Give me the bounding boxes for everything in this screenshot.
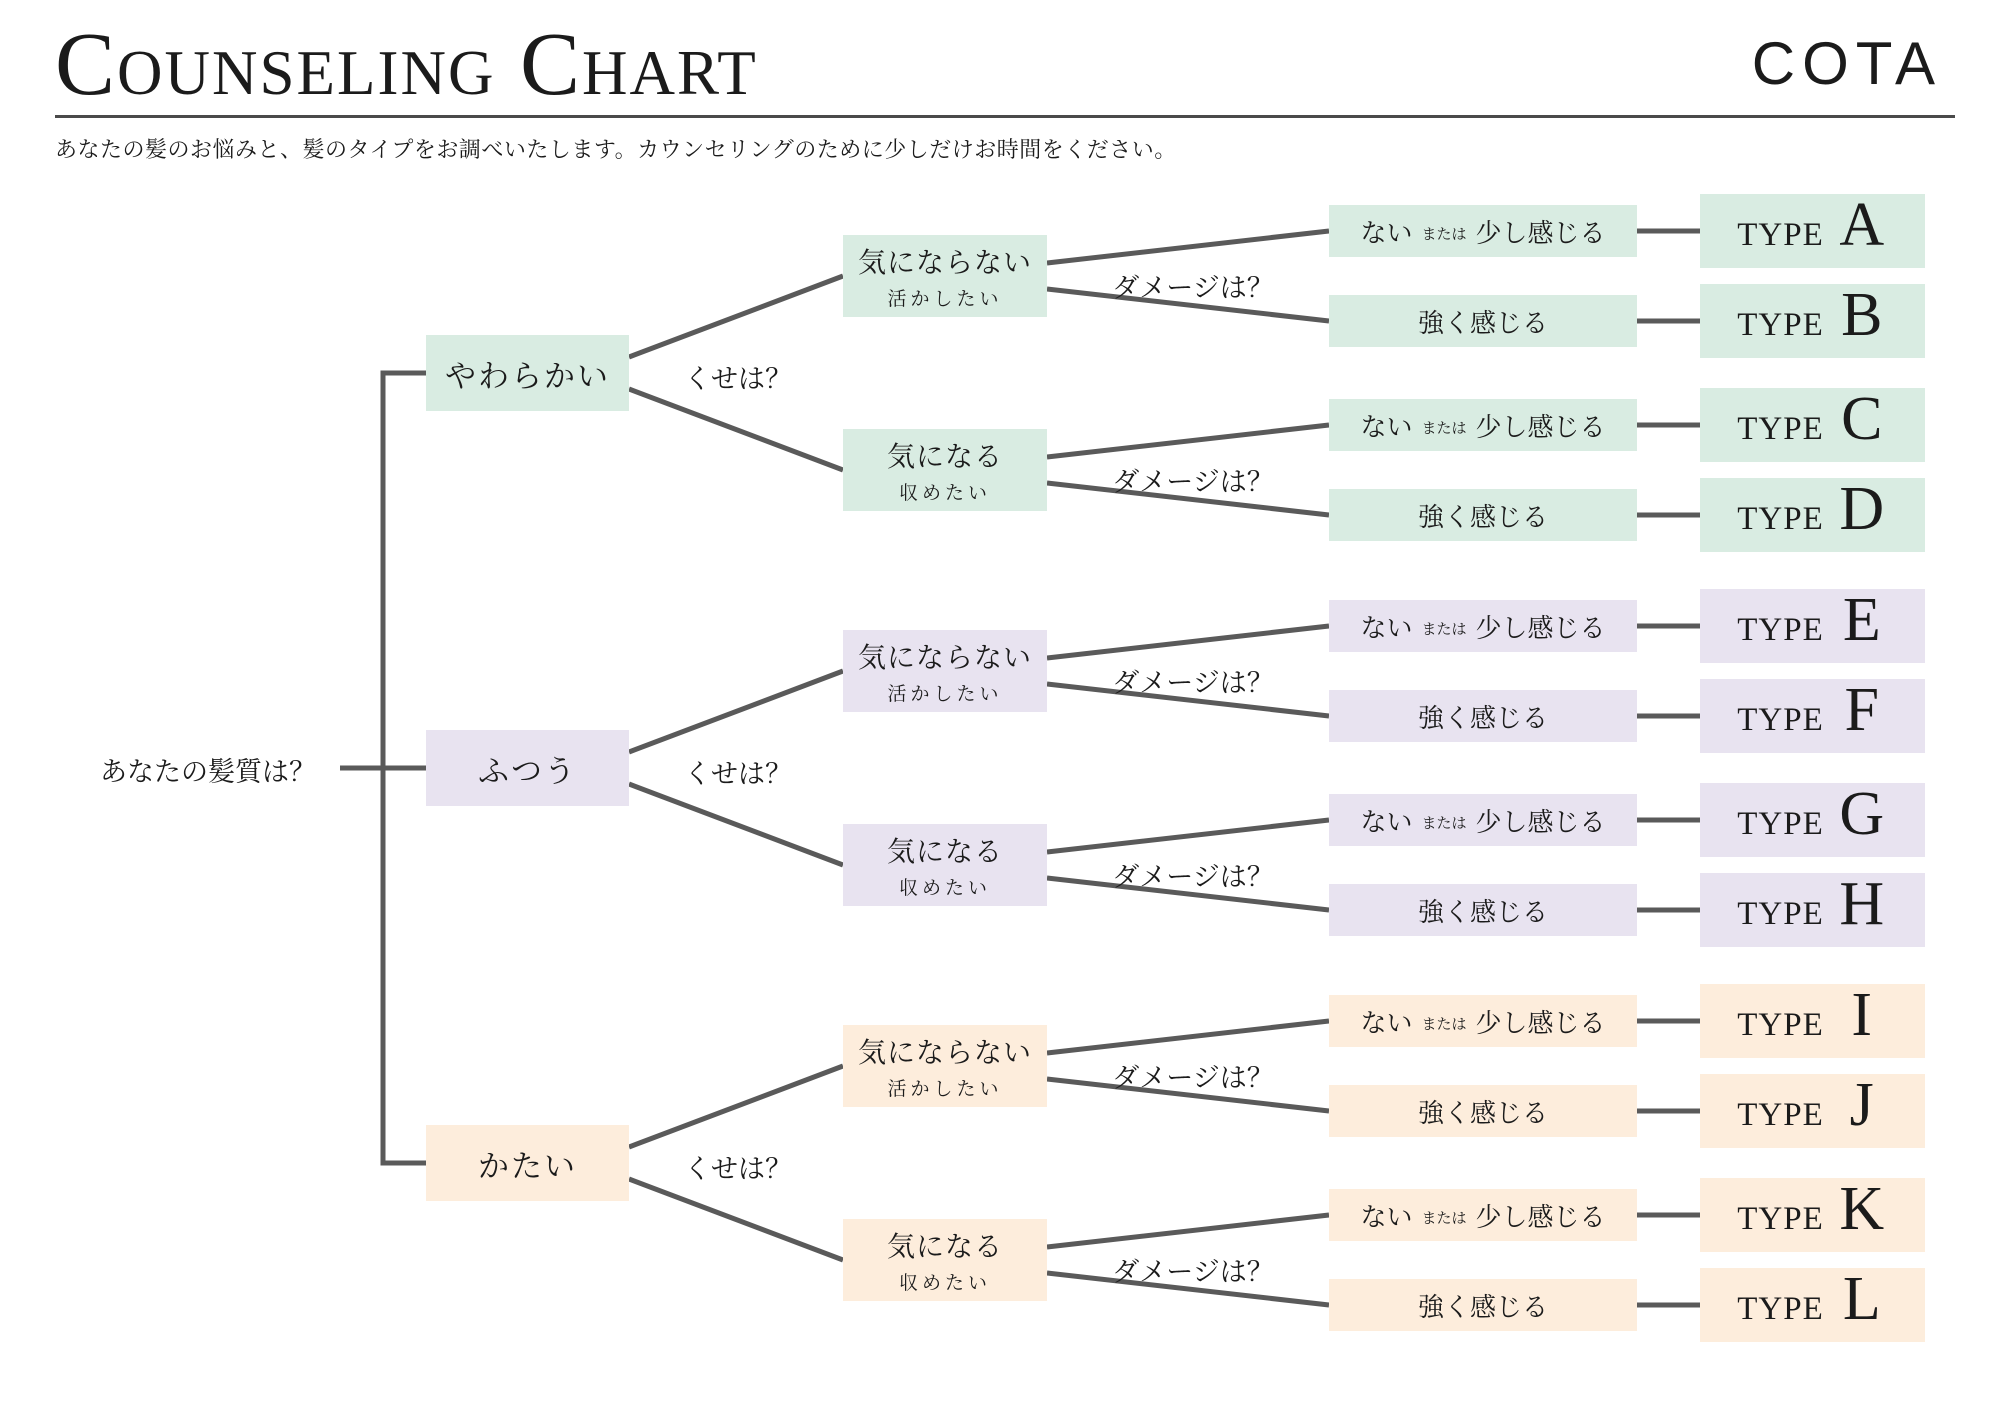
damage-none-tail: 少し感じる — [1475, 1008, 1606, 1038]
damage-none-tail: 少し感じる — [1475, 218, 1606, 248]
damage-question-label: ダメージは？ — [1112, 467, 1274, 497]
type-word: TYPE — [1737, 307, 1824, 343]
damage-none-text: ない — [1360, 412, 1413, 442]
type-result-d — [1700, 475, 1925, 552]
hair-type-hard-node — [426, 1125, 629, 1201]
damage-question-label: ダメージは？ — [1112, 1063, 1274, 1093]
damage-none-tail: 少し感じる — [1475, 412, 1606, 442]
curl-option-hard-notmind — [843, 1025, 1047, 1107]
damage-option-strong-h — [1329, 884, 1637, 936]
type-result-h — [1700, 870, 1925, 947]
damage-option-strong-l — [1329, 1279, 1637, 1331]
curl-option-normal-mind — [843, 824, 1047, 906]
type-letter: A — [1839, 191, 1885, 259]
damage-option-none-e — [1329, 600, 1637, 652]
type-word: TYPE — [1737, 1291, 1824, 1327]
connector-root-trunk — [340, 373, 426, 1163]
hair-type-normal-label: ふつう — [478, 753, 577, 789]
brand-logo: COTA — [1751, 30, 1942, 97]
page-subtitle: あなたの髪のお悩みと、髪のタイプをお調べいたします。カウンセリングのために少しだけお時間をください。 — [55, 137, 1177, 162]
curl-option-soft-mind — [843, 429, 1047, 511]
curl-option-main: 気にならない — [857, 643, 1032, 674]
type-letter: K — [1839, 1175, 1885, 1243]
type-word: TYPE — [1737, 1007, 1824, 1043]
curl-option-sub: 収めたい — [898, 878, 991, 899]
damage-question-label: ダメージは？ — [1112, 862, 1274, 892]
curl-option-main: 気になる — [886, 442, 1003, 473]
curl-option-sub: 活かしたい — [887, 289, 1003, 310]
curl-option-soft-notmind — [843, 235, 1047, 317]
hair-type-hard-label: かたい — [478, 1148, 577, 1184]
damage-strong-text: 強く感じる — [1417, 502, 1548, 532]
damage-none-or: または — [1421, 815, 1467, 832]
damage-none-text: ない — [1360, 1008, 1413, 1038]
root-question: あなたの髪質は？ — [100, 757, 316, 787]
damage-question-label: ダメージは？ — [1112, 273, 1274, 303]
hair-type-soft-node — [426, 335, 629, 411]
curl-option-hard-mind — [843, 1219, 1047, 1301]
curl-option-main: 気になる — [886, 837, 1003, 868]
type-letter: F — [1844, 676, 1879, 744]
type-letter: J — [1849, 1071, 1874, 1139]
page-title: Counseling Chart — [55, 15, 758, 114]
type-letter: D — [1839, 475, 1885, 543]
type-word: TYPE — [1737, 806, 1824, 842]
type-word: TYPE — [1737, 411, 1824, 447]
type-word: TYPE — [1737, 612, 1824, 648]
type-result-c — [1700, 385, 1925, 462]
type-letter: B — [1841, 281, 1883, 349]
curl-question-label-hard: くせは？ — [684, 1154, 792, 1184]
damage-none-text: ない — [1360, 807, 1413, 837]
type-result-k — [1700, 1175, 1925, 1252]
damage-option-strong-f — [1329, 690, 1637, 742]
curl-option-sub: 活かしたい — [887, 684, 1003, 705]
type-word: TYPE — [1737, 501, 1824, 537]
damage-option-none-c — [1329, 399, 1637, 451]
damage-none-or: または — [1421, 420, 1467, 437]
curl-option-main: 気にならない — [857, 1038, 1032, 1069]
type-word: TYPE — [1737, 896, 1824, 932]
damage-none-or: または — [1421, 226, 1467, 243]
damage-option-strong-j — [1329, 1085, 1637, 1137]
damage-none-tail: 少し感じる — [1475, 613, 1606, 643]
damage-question-label: ダメージは？ — [1112, 668, 1274, 698]
type-result-i — [1700, 981, 1925, 1058]
damage-none-or: または — [1421, 1016, 1467, 1033]
type-result-b — [1700, 281, 1925, 358]
curl-option-sub: 収めたい — [898, 1273, 991, 1294]
type-result-f — [1700, 676, 1925, 753]
damage-none-text: ない — [1360, 218, 1413, 248]
type-letter: H — [1839, 870, 1885, 938]
type-word: TYPE — [1737, 1201, 1824, 1237]
type-result-a — [1700, 191, 1925, 268]
damage-question-label: ダメージは？ — [1112, 1257, 1274, 1287]
type-letter: I — [1851, 981, 1873, 1049]
damage-none-or: または — [1421, 1210, 1467, 1227]
damage-strong-text: 強く感じる — [1417, 897, 1548, 927]
damage-option-strong-d — [1329, 489, 1637, 541]
curl-question-label-normal: くせは？ — [684, 759, 792, 789]
curl-question-label-soft: くせは？ — [684, 364, 792, 394]
damage-none-tail: 少し感じる — [1475, 807, 1606, 837]
hair-type-normal-node — [426, 730, 629, 806]
type-result-j — [1700, 1071, 1925, 1148]
curl-option-sub: 活かしたい — [887, 1079, 1003, 1100]
damage-none-or: または — [1421, 621, 1467, 638]
damage-strong-text: 強く感じる — [1417, 1098, 1548, 1128]
damage-option-strong-b — [1329, 295, 1637, 347]
type-result-g — [1700, 780, 1925, 857]
hair-type-soft-label: やわらかい — [445, 358, 610, 394]
type-word: TYPE — [1737, 702, 1824, 738]
damage-none-text: ない — [1360, 613, 1413, 643]
type-letter: L — [1842, 1265, 1881, 1333]
type-letter: C — [1841, 385, 1883, 453]
damage-option-none-g — [1329, 794, 1637, 846]
type-letter: G — [1839, 780, 1885, 848]
damage-none-text: ない — [1360, 1202, 1413, 1232]
damage-option-none-a — [1329, 205, 1637, 257]
type-letter: E — [1842, 586, 1881, 654]
curl-option-main: 気にならない — [857, 248, 1032, 279]
damage-strong-text: 強く感じる — [1417, 308, 1548, 338]
type-word: TYPE — [1737, 217, 1824, 253]
type-result-e — [1700, 586, 1925, 663]
curl-option-normal-notmind — [843, 630, 1047, 712]
type-word: TYPE — [1737, 1097, 1824, 1133]
curl-option-sub: 収めたい — [898, 483, 991, 504]
curl-option-main: 気になる — [886, 1232, 1003, 1263]
damage-strong-text: 強く感じる — [1417, 1292, 1548, 1322]
damage-none-tail: 少し感じる — [1475, 1202, 1606, 1232]
damage-option-none-i — [1329, 995, 1637, 1047]
damage-strong-text: 強く感じる — [1417, 703, 1548, 733]
type-result-l — [1700, 1265, 1925, 1342]
damage-option-none-k — [1329, 1189, 1637, 1241]
connector-leaf-to-type — [1637, 231, 1700, 1305]
